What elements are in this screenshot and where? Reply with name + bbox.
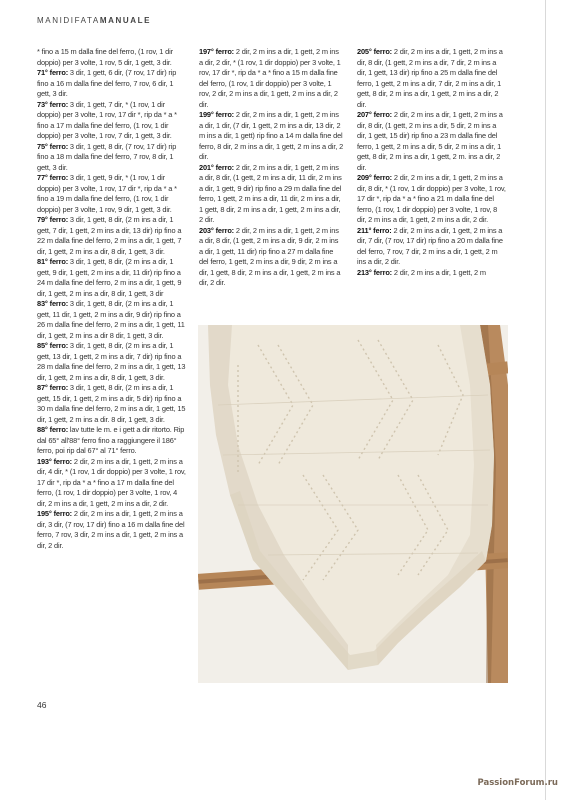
instruction-paragraph [37, 425, 187, 457]
row-instruction: lav tutte le m. e i gett a dir ritorto. Rip dal 65° all'88° ferro fino a raggiungere il 186° ferro, poi rip dal 67° al 71° ferro. [37, 425, 185, 455]
instruction-paragraph [357, 173, 507, 226]
row-instruction: 3 dir, 1 gett, 8 dir, (2 m ins a dir, 1 gett, 9 dir, 1 gett, 2 m ins a dir, 11 dir) rip fino a 24 m dalla fine del ferro, 2 m ins a dir, 1 gett, 9 dir, 1 gett, 2 m ins a dir, 8 dir, 1 gett, 3 dir [37, 257, 182, 298]
row-instruction: 3 dir, 1 gett, 8 dir, (2 m ins a dir, 1 gett, 13 dir, 1 gett, 2 m ins a dir, 7 dir) rip fino a 28 m dalla fine del ferro, 2 m ins a dir, 1 gett, 13 dir, 1 gett, 2 m ins a dir, 8 dir, 1 gett, 3 dir. [37, 341, 186, 382]
instruction-paragraph [357, 268, 507, 279]
instruction-paragraph [199, 163, 344, 226]
blanket-photo [198, 325, 508, 683]
instruction-paragraph [37, 173, 187, 215]
row-instruction: 2 dir, 2 m ins a dir, 1 gett, 2 m ins a dir, 8 dir, (1 gett, 2 m ins a dir, 5 dir, 2 m ins a dir, 1 gett, 15 dir) rip fino a 23 m dalla fine del ferro, 1 gett, 2 m ins a dir, 5 dir, 2 m ins a dir, 1 gett, 8 dir, 2 m ins a dir, 1 gett, 2 m. ins a dir, 2 dir. [357, 110, 503, 172]
row-label: 209° ferro: [357, 173, 392, 182]
instruction-paragraph [37, 457, 187, 510]
instruction-paragraph [37, 68, 187, 100]
row-instruction: 2 dir, 2 m ins a dir, 1 gett, 2 m ins a dir, 4 dir, * (1 rov, 1 dir doppio) per 3 volte, 1 rov, 17 dir *, rip da * a * fino a 17 m dalla fine del ferro, (1 rov, 1 dir doppio) per 3 volte, 1 rov, 4 dir, 2 m ins a dir, 1 gett, 2 m ins a dir, 2 dir. [37, 456, 186, 508]
page-margin-divider [545, 0, 546, 800]
row-label: 203° ferro: [199, 225, 234, 235]
instruction-paragraph [37, 100, 187, 142]
row-label: 199° ferro: [199, 110, 234, 119]
instruction-paragraph [37, 142, 187, 174]
row-instruction: 3 dir, 1 gett, 6 dir, (7 rov, 17 dir) rip fino a 16 m dalla fine del ferro, 7 rov, 6 dir, 1 gett, 3 dir. [37, 68, 177, 98]
instruction-paragraph [199, 226, 344, 289]
row-label: 205° ferro: [357, 47, 392, 56]
row-instruction: 3 dir, 1 gett, 8 dir, (2 m ins a dir, 1 gett, 7 dir, 1 gett, 2 m ins a dir, 13 dir) rip fino a 22 m dalla fine del ferro, 2 m ins a dir, 1 gett, 7 dir, 1 gett, 2 m ins a dir, 8 dir, 1 gett, 3 dir. [37, 215, 182, 256]
row-label: 83° ferro: [37, 299, 69, 308]
row-instruction: 2 dir, 2 m ins a dir, 1 gett, 2 m [392, 267, 486, 277]
text-column-right [357, 47, 507, 278]
row-label: 201° ferro: [199, 162, 234, 172]
row-label: 71° ferro: [37, 68, 69, 77]
row-label: 77° ferro: [37, 173, 69, 182]
row-label: 81° ferro: [37, 257, 69, 266]
row-instruction: 2 dir, 2 m ins a dir, 1 gett, 2 m ins a dir, 2 dir, * (1 rov, 1 dir doppio) per 3 volte, 1 rov, 17 dir *, rip da * a * fino a 15 m dalla fine del ferro, (1 rov, 1 dir doppio) per 3 volte, 1 rov, 2 dir, 2 m ins a dir, 1 gett, 2 m ins a dir, 2 dir. [199, 47, 341, 109]
row-label: 73° ferro: [37, 99, 69, 109]
row-label: 213° ferro: [357, 267, 392, 277]
row-instruction: 2 dir, 2 m ins a dir, 1 gett, 2 m ins a dir, 8 dir, * (1 rov, 1 dir doppio) per 3 volte, 1 rov, 17 dir *, rip da * a * fino a 21 m dalla fine del ferro, (1 rov, 1 dir doppio) per 3 volte, 1 rov, 8 dir, 2 m ins a dir, 1 gett, 2 m ins a dir, 2 dir. [357, 173, 506, 224]
text-column-left [37, 47, 187, 551]
row-label: 79° ferro: [37, 215, 69, 224]
instruction-paragraph [37, 47, 187, 68]
instruction-paragraph [37, 341, 187, 383]
row-label: 197° ferro: [199, 47, 234, 56]
masthead-brand: MANIDIFATA [37, 16, 100, 25]
row-instruction: 2 dir, 2 m ins a dir, 1 gett, 2 m ins a dir, 7 dir, (7 rov, 17 dir) rip fino a 20 m dalla fine del ferro, 7 rov, 7 dir, 2 m ins a dir, 1 gett, 2 m ins a dir, 2 dir. [357, 225, 503, 266]
row-instruction: 2 dir, 2 m ins a dir, 1 gett, 2 m ins a dir, 3 dir, (7 rov, 17 dir) fino a 16 m dalla fine del ferro, 7 rov, 3 dir, 2 m ins a dir, 1 gett, 2 m ins a dir, 2 dir. [37, 509, 185, 550]
instruction-paragraph [199, 110, 344, 163]
instruction-paragraph [357, 110, 507, 173]
masthead [37, 16, 151, 25]
row-label: 211° ferro: [357, 225, 392, 235]
row-label: 195° ferro: [37, 509, 72, 518]
row-instruction: * fino a 15 m dalla fine del ferro, (1 rov, 1 dir doppio) per 3 volte, 1 rov, 5 dir, 1 gett, 3 dir. [37, 47, 173, 67]
instruction-paragraph [357, 226, 507, 268]
row-instruction: 3 dir, 1 gett, 8 dir, (2 m ins a dir, 1 gett, 11 dir, 1 gett, 2 m ins a dir, 9 dir) rip fino a 26 m dalla fine del ferro, 2 m ins a dir, 1 gett, 11 dir, 1 gett, 2 m ins a dir 8 dir, 1 gett, 3 dir. [37, 299, 185, 340]
row-instruction: 2 dir, 2 m ins a dir, 1 gett, 2 m ins a dir, 8 dir, (1 gett, 2 m ins a dir, 9 dir, 2 m ins a dir, 1 gett, 11 dir) rip fino a 27 m dalla fine del ferro, 1 gett, 2 m ins a dir, 9 dir, 2 m ins a dir, 1 gett, 8 dir, 2 m ins a dir, 1 gett, 2 m ins a dir, 2 dir. [199, 225, 341, 287]
row-instruction: 2 dir, 2 m ins a dir, 1 gett, 2 m ins a dir, 8 dir, (1 gett, 2 m ins a dir, 7 dir, 2 m ins a dir, 1 gett, 13 dir) rip fino a 25 m dalla fine del ferro, 1 gett, 2 m ins a dir, 7 dir, 2 m ins a dir, 1 gett, 8 dir, 2 m ins a dir, 1 gett, 2 m ins a dir, 2 dir. [357, 47, 503, 109]
instruction-paragraph [37, 509, 187, 551]
instruction-paragraph [37, 257, 187, 299]
row-instruction: 3 dir, 1 gett, 8 dir, (7 rov, 17 dir) rip fino a 18 m dalla fine del ferro, 7 rov, 8 dir, 1 gett, 3 dir. [37, 141, 177, 172]
page-number: 46 [37, 700, 47, 710]
instruction-paragraph [357, 47, 507, 110]
row-label: 85° ferro: [37, 341, 69, 350]
row-label: 88° ferro: [37, 425, 69, 434]
row-instruction: 3 dir, 1 gett, 9 dir, * (1 rov, 1 dir doppio) per 3 volte, 1 rov, 17 dir *, rip da * a * fino a 19 m dalla fine del ferro, (1 rov, 1 dir doppio) per 3 volte, 1 rov, 9 dir, 1 gett, 3 dir. [37, 173, 177, 214]
instruction-paragraph [37, 215, 187, 257]
row-instruction: 3 dir, 1 gett, 8 dir, (2 m ins a dir, 1 gett, 15 dir, 1 gett, 2 m ins a dir, 5 dir) rip fino a 30 m dalla fine del ferro, 2 m ins a dir, 1 gett, 15 dir, 1 gett, 2 m ins a dir. 8 dir, 1 gett, 3 dir. [37, 383, 186, 424]
row-instruction: 3 dir, 1 gett, 7 dir, * (1 rov, 1 dir doppio) per 3 volte, 1 rov, 17 dir *, rip da * a * fino a 17 m dalla fine del ferro, (1 rov, 1 dir doppio) per 3 volte, 1 rov, 7 dir, 1 gett, 3 dir. [37, 99, 177, 140]
instruction-paragraph [199, 47, 344, 110]
text-column-middle [199, 47, 344, 289]
instruction-paragraph [37, 383, 187, 425]
row-label: 75° ferro: [37, 141, 69, 151]
row-label: 87° ferro: [37, 383, 69, 392]
row-label: 193° ferro: [37, 456, 72, 466]
row-instruction: 2 dir, 2 m ins a dir, 1 gett, 2 m ins a dir, 8 dir, (1 gett, 2 m ins a dir, 11 dir, 2 m ins a dir, 1 gett, 9 dir) rip fino a 29 m dalla fine del ferro, 1 gett, 2 m ins a dir, 11 dir, 2 m ins a dir, 1 gett, 8 dir, 2 m ins a dir, 1 gett, 2 m ins a dir, 2 dir. [199, 162, 342, 224]
masthead-section: MANUALE [99, 16, 152, 25]
row-instruction: 2 dir, 2 m ins a dir, 1 gett, 2 m ins a dir, 1 dir, (7 dir, 1 gett, 2 m ins a dir, 13 dir, 2 m ins a dir, 1 gett) rip fino a 14 m dalla fine del ferro, 8 dir, 2 m ins a dir, 1 gett, 2 m ins a dir, 2 dir. [199, 110, 344, 161]
instruction-paragraph [37, 299, 187, 341]
watermark: PassionForum.ru [477, 778, 558, 788]
row-label: 207° ferro: [357, 110, 392, 119]
